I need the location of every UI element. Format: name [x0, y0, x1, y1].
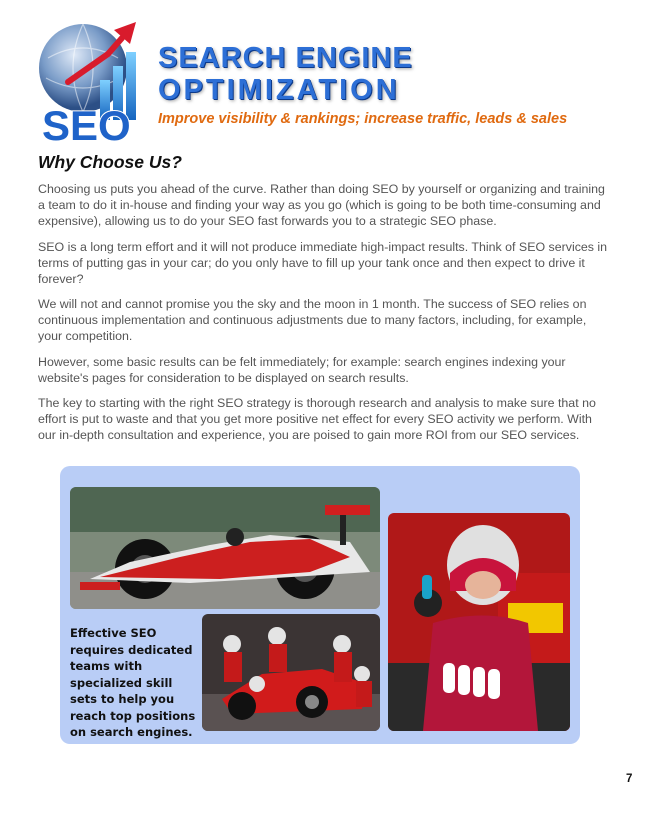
paragraph: SEO is a long term effort and it will not produce immediate high-impact results. Think of SEO services in terms of putting gas in your car; do you only have to fill up your tank once and then expect to drive it forever?	[38, 239, 608, 286]
banner-title-line1: SEARCH ENGINE	[158, 42, 413, 74]
header-banner	[38, 18, 598, 150]
panel-caption: Effective SEO requires dedicated teams with specialized skill sets to help you reach top positions on search engines.	[70, 626, 196, 739]
seo-logo-text: SEO	[42, 102, 131, 148]
banner-title-line2: OPTIMIZATION	[158, 74, 400, 106]
paragraph: We will not and cannot promise you the sky and the moon in 1 month. The success of SEO relies on continuous implementation and continuous adjustments due to many factors, including, for example, your competition.	[38, 297, 587, 343]
race-car-photo	[70, 487, 380, 609]
banner-tagline: Improve visibility & rankings; increase traffic, leads & sales	[158, 111, 568, 127]
body-text	[38, 181, 610, 453]
pit-crew-photo	[202, 614, 380, 731]
driver-photo	[388, 513, 570, 731]
paragraph: Choosing us puts you ahead of the curve. Rather than doing SEO by yourself or organizing and training a team to do it in-house and finding your way as you go (which is going to be both time-consuming and expensive), allowing us to do your SEO fast forwards you to a strategic SEO phase.	[38, 182, 605, 228]
paragraph: However, some basic results can be felt immediately; for example: search engines indexing your website's pages for consideration to be displayed on search results.	[38, 354, 566, 385]
section-heading: Why Choose Us?	[38, 152, 182, 172]
page-number: 7	[626, 773, 633, 785]
seo-logo-icon	[38, 18, 148, 148]
paragraph: The key to starting with the right SEO strategy is thorough research and analysis to make sure that no effort is put to waste and that you get more positive net effect for every SEO activity we perform. With our in-depth consultation and experience, you are poised to gain more ROI from our SEO services.	[38, 396, 596, 442]
